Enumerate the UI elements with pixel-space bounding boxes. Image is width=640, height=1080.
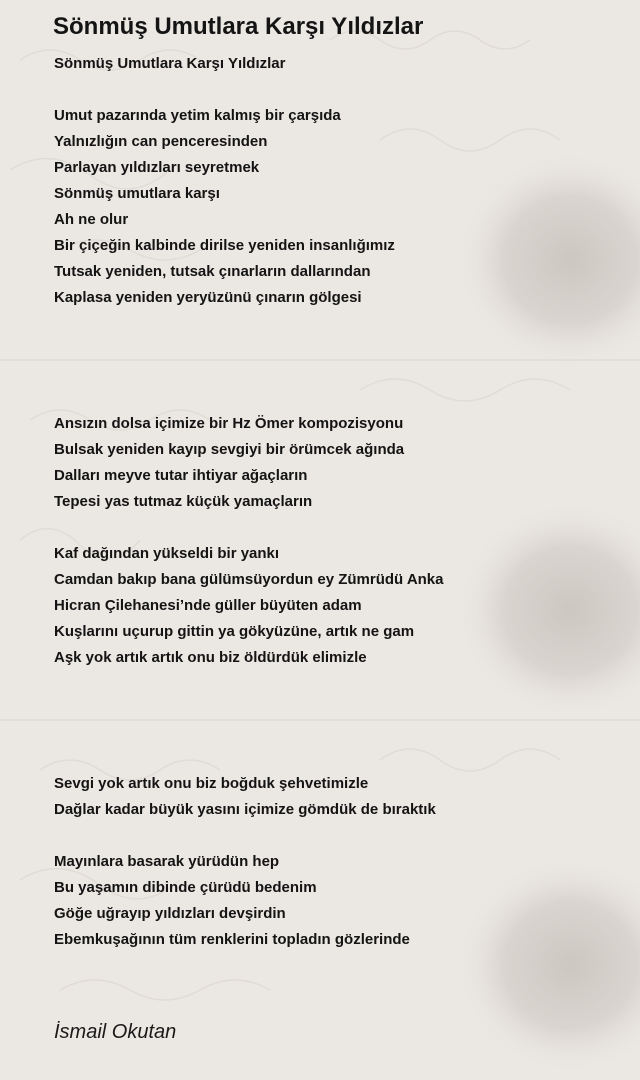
poem-line: Bulsak yeniden kayıp sevgiyi bir örümcek ağında [54, 441, 405, 458]
poem-line: Tepesi yas tutmaz küçük yamaçların [54, 493, 313, 510]
poem-line: Camdan bakıp bana gülümsüyordun ey Zümrüdü Anka [54, 571, 444, 588]
poem-author: İsmail Okutan [54, 1021, 177, 1043]
poem-line: Ah ne olur [54, 211, 129, 228]
poem-line: Ebemkuşağının tüm renklerini topladın gözlerinde [54, 931, 410, 948]
poem-line: Kuşlarını uçurup gittin ya gökyüzüne, artık ne gam [54, 623, 415, 640]
poem-line: Kaplasa yeniden yeryüzünü çınarın gölgesi [54, 289, 362, 306]
poem-line: Mayınlara basarak yürüdün hep [54, 853, 280, 870]
poem-line: Ansızın dolsa içimize bir Hz Ömer kompozisyonu [54, 415, 404, 432]
poem-line: Tutsak yeniden, tutsak çınarların dallarından [54, 263, 371, 280]
poem-line: Göğe uğrayıp yıldızları devşirdin [54, 905, 286, 922]
poem-line: Sönmüş umutlara karşı [54, 185, 220, 202]
poem-line: Kaf dağından yükseldi bir yankı [54, 545, 280, 562]
poem-line: Sevgi yok artık onu biz boğduk şehvetimizle [54, 775, 369, 792]
poem-title: Sönmüş Umutlara Karşı Yıldızlar [53, 13, 424, 40]
poem-line: Umut pazarında yetim kalmış bir çarşıda [54, 107, 341, 124]
poem-line: Bir çiçeğin kalbinde dirilse yeniden insanlığımız [54, 237, 395, 254]
poem-line: Dalları meyve tutar ihtiyar ağaçların [54, 467, 308, 484]
poem-line: Dağlar kadar büyük yasını içimize gömdük de bıraktık [54, 801, 436, 818]
poem-line: Bu yaşamın dibinde çürüdü bedenim [54, 879, 317, 896]
poem-line: Hicran Çilehanesi’nde güller büyüten adam [54, 597, 362, 614]
poem-line: Parlayan yıldızları seyretmek [54, 159, 260, 176]
poem-subtitle: Sönmüş Umutlara Karşı Yıldızlar [54, 55, 286, 72]
poem-line: Aşk yok artık artık onu biz öldürdük elimizle [54, 649, 367, 666]
poem-line: Yalnızlığın can penceresinden [54, 133, 268, 150]
